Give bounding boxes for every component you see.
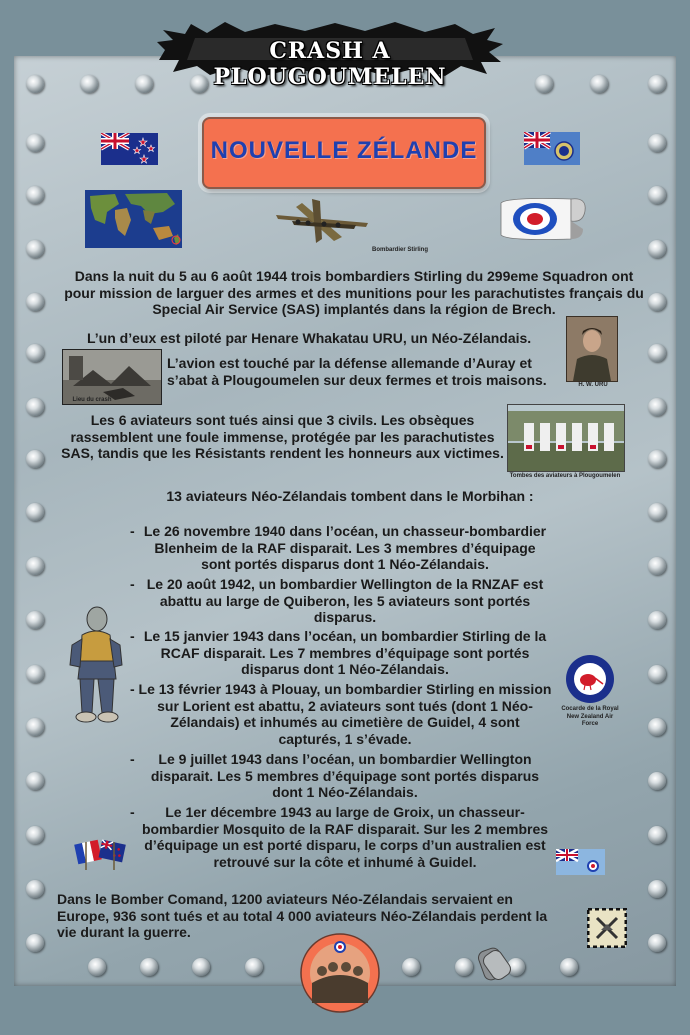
rivet [26,344,44,362]
rivet [648,398,666,416]
rivet [26,503,44,521]
funeral-paragraph: Les 6 aviateurs sont tués ainsi que 3 civils. Les obsèques rassemblent une foule immense, protégée par les parachutistes SAS, tandis que les Résistants rendent les honneurs aux victimes. [61,412,504,461]
rivet [26,665,44,683]
page-title: CRASH A PLOUGOUMELEN [213,38,447,90]
france-nz-flags-icon [74,836,126,870]
pilot-portrait-image [566,316,618,382]
country-title: NOUVELLE ZÉLANDE [210,137,478,164]
rivet [455,958,473,976]
rivet [648,503,666,521]
closing-paragraph: Dans le Bomber Comand, 1200 aviateurs Néo-Zélandais servaient en Europe, 936 sont tués et au total 4 000 aviateurs Néo-Zélandais perdent la vie durant la guerre. [57,891,548,940]
stirling-bomber-image [272,193,372,251]
rivet [135,75,153,93]
list-item: Le 13 février 1943 à Plouay, un bombardier Stirling en mission sur Lorient est abattu, 2 aviateurs sont tués (dont 1 Néo-Zélandais) et inhumés au cimetière de Guidel, 4 sont capturés, 1 s’évade. [138,681,552,747]
rivet [26,293,44,311]
rivet [26,826,44,844]
rivet [648,134,666,152]
list-item: Le 15 janvier 1943 dans l’océan, un bombardier Stirling de la RCAF disparait. Les 7 membres d’équipage sont portés disparus dont 1 Néo-Zélandais. [143,628,547,677]
rivet [590,75,608,93]
list-bullet: - [130,751,135,767]
list-bullet: - [130,576,135,592]
rivet [560,958,578,976]
list-bullet: - [130,628,135,644]
rivet [648,665,666,683]
rivet [26,75,44,93]
country-banner [202,117,486,189]
roundel-scroll-image [497,193,589,245]
graves-photo [507,404,625,472]
crash-paragraph: L’avion est touché par la défense allemande d’Auray et s’abat à Plougoumelen sur deux fermes et trois maisons. [167,355,547,388]
rivet [648,557,666,575]
rnzaf-ensign-icon [524,132,580,165]
air-force-ensign-icon [556,849,605,875]
rivet [648,934,666,952]
rivet [26,880,44,898]
rivet [648,880,666,898]
intro-paragraph: Dans la nuit du 5 au 6 août 1944 trois bombardiers Stirling du 299eme Squadron ont pour mission de larguer des armes et des munitions pour les parachutistes français du Special Air Service (SAS) implantés dans la région de Brech. [64,268,644,317]
rivet [140,958,158,976]
rivet [648,75,666,93]
new-zealand-flag-icon [101,133,158,165]
rivet [26,611,44,629]
rivet [80,75,98,93]
rivet [648,718,666,736]
list-item: Le 9 juillet 1943 dans l’océan, un bombardier Wellington disparait. Les 5 membres d’équipage sont portés disparus dont 1 Néo-Zélandais. [150,751,540,800]
pilot-paragraph: L’un d’eux est piloté par Henare Whakatau URU, un Néo-Zélandais. [87,330,532,346]
aircrew-roundel-image [300,933,380,1013]
rivet [402,958,420,976]
list-bullet: - [130,523,135,539]
world-map-image [85,190,182,248]
rivet [535,75,553,93]
rivet [26,450,44,468]
crash-site-caption: Lieu du crash [72,397,112,403]
rivet [648,344,666,362]
rivet [88,958,106,976]
rivet [648,826,666,844]
rivet [26,934,44,952]
rivet [648,240,666,258]
list-heading: 13 aviateurs Néo-Zélandais tombent dans le Morbihan : [166,488,534,504]
rivet [648,450,666,468]
rivet [26,186,44,204]
pilot-caption: H. W. URU [578,382,608,388]
bomber-caption: Bombardier Stirling [371,247,428,253]
bomber-command-badge-icon [587,908,627,948]
rivet [648,772,666,790]
list-item: Le 20 août 1942, un bombardier Wellington de la RNZAF est abattu au large de Quiberon, les 5 aviateurs sont portés disparus. [146,576,544,625]
rivet [26,772,44,790]
rivet [648,611,666,629]
list-bullet: - [130,681,135,697]
rivet [192,958,210,976]
list-bullet: - [130,804,135,820]
roundel-caption: Cocarde de la Royal New Zealand Air Force [561,706,619,727]
title-banner [155,20,505,90]
rivet [26,134,44,152]
rivet [26,240,44,258]
rivet [648,186,666,204]
list-item: Le 1er décembre 1943 au large de Groix, un chasseur-bombardier Mosquito de la RAF disparait. Sur les 2 membres d’équipage un est porté disparu, le corps d’un australien est retrouvé sur la côte et inhumé à Guidel. [141,804,549,870]
airman-illustration [66,605,126,725]
rivet [26,398,44,416]
rivet [26,718,44,736]
rivet [26,557,44,575]
list-item: Le 26 novembre 1940 dans l’océan, un chasseur-bombardier Blenheim de la RAF disparait. Les 3 membres d’équipage sont portés disparus dont 1 Néo-Zélandais. [143,523,547,572]
dog-tags-icon [475,943,513,983]
rivet [245,958,263,976]
rivet [648,293,666,311]
graves-caption: Tombes des aviateurs à Plougoumelen [509,473,621,479]
rnzaf-kiwi-roundel-icon [565,654,615,704]
